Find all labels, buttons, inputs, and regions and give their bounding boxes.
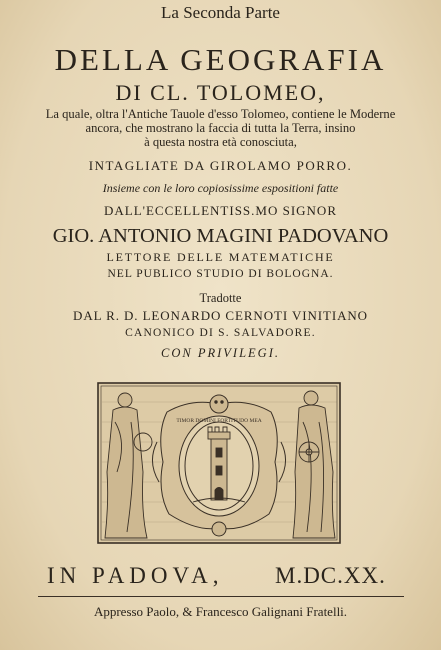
imprint-place: IN PADOVA, <box>47 563 224 588</box>
imprint-year: M.DC.XX. <box>275 563 386 588</box>
printer-line: Appresso Paolo, & Francesco Galignani Fratelli. <box>93 604 348 619</box>
commentary-line: Insieme con le loro copiosissime espositioni fatte <box>102 181 339 195</box>
description-line-2: ancora, che mostrano la faccia di tutta la Terra, insino <box>85 121 356 135</box>
main-title: DELLA GEOGRAFIA <box>54 42 387 77</box>
translated-label: Tradotte <box>199 291 242 305</box>
translator-name: DAL R. D. LEONARDO CERNOTI VINITIANO <box>73 308 368 323</box>
engraver-line: INTAGLIATE DA GIROLAMO PORRO. <box>88 158 353 173</box>
imprint-rule <box>38 596 404 597</box>
author-line: DI CL. TOLOMEO, <box>115 80 326 105</box>
commentator-name: GIO. ANTONIO MAGINI PADOVANO <box>52 225 389 247</box>
printers-device-engraving <box>97 382 341 544</box>
description-line-3: à questa nostra età conosciuta, <box>144 135 297 149</box>
description-line-1: La quale, oltra l'Antiche Tauole d'esso Tolomeo, contiene le Moderne <box>45 107 396 121</box>
commentator-title-2: NEL PUBLICO STUDIO DI BOLOGNA. <box>107 268 334 280</box>
imprint <box>0 563 441 593</box>
privilege-line: CON PRIVILEGI. <box>161 346 280 360</box>
motto-text: TIMOR DOMINI FORTITUDO MEA <box>176 418 262 424</box>
subtitle-line: La Seconda Parte <box>161 3 280 22</box>
commentator-title-1: LETTORE DELLE MATEMATICHE <box>106 250 335 264</box>
honorific-line: DALL'ECCELLENTISS.MO SIGNOR <box>103 203 337 218</box>
translator-title: CANONICO DI S. SALVADORE. <box>125 327 316 339</box>
